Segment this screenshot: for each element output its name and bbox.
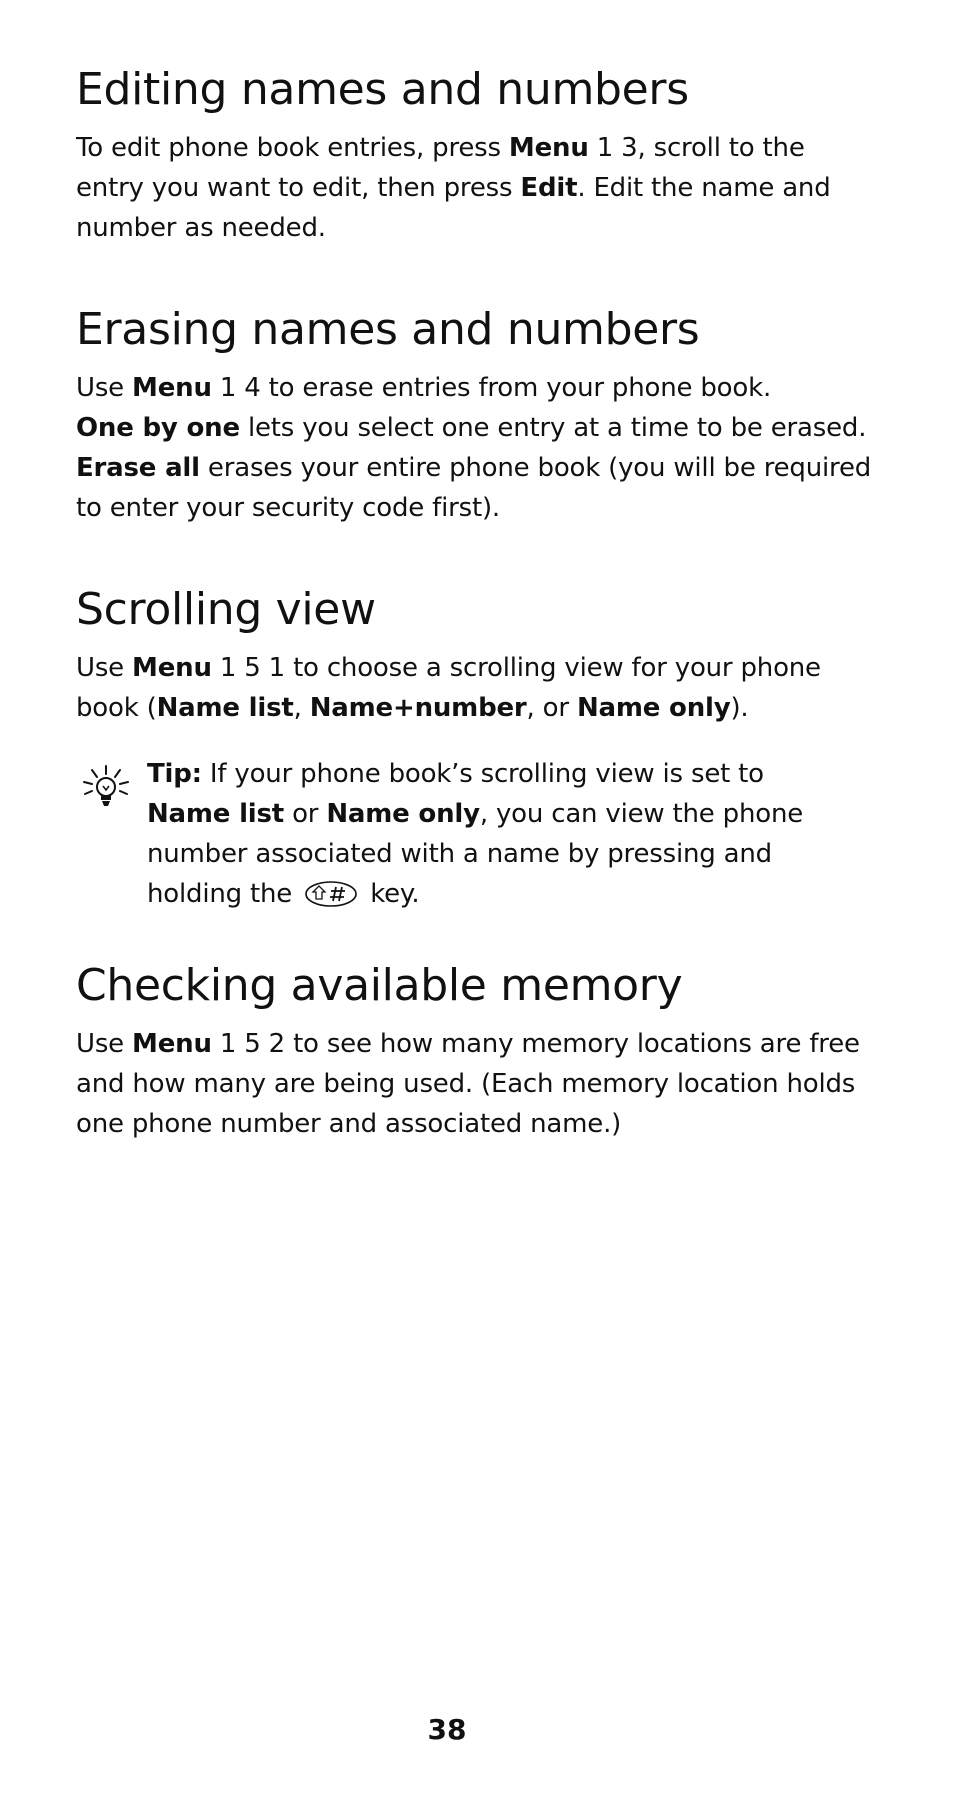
- bold-term: Name only: [326, 799, 480, 829]
- text-run: . Edit the name and: [577, 173, 831, 203]
- text-run: number associated with a name by pressing and: [147, 839, 772, 869]
- section-editing: [76, 64, 836, 248]
- text-run: , you can view the phone: [479, 799, 804, 829]
- bold-term: Menu: [132, 1029, 212, 1059]
- text-run: number as needed.: [76, 213, 326, 243]
- text-line: [147, 874, 803, 914]
- bold-term: Name list: [156, 693, 294, 723]
- bold-term: Name+number: [309, 693, 527, 723]
- section-heading: Scrolling view: [76, 584, 376, 635]
- text-line: [76, 368, 836, 408]
- text-run: Use: [76, 1029, 133, 1059]
- section-paragraph: [76, 648, 836, 728]
- text-line: [76, 1024, 860, 1064]
- section-erasing: [76, 304, 872, 528]
- text-line: [76, 1064, 856, 1104]
- text-line: [76, 648, 836, 688]
- text-line: [76, 448, 872, 488]
- text-run: 1 5 2 to see how many memory locations are free: [211, 1029, 860, 1059]
- bold-term: One by one: [76, 413, 240, 443]
- text-run: book (: [76, 693, 157, 723]
- text-line: [76, 408, 867, 448]
- text-run: , or: [526, 693, 577, 723]
- text-run: entry you want to edit, then press: [76, 173, 521, 203]
- text-line: [147, 834, 803, 874]
- text-run: 1 3, scroll to the: [588, 133, 805, 163]
- bold-term: Tip:: [147, 759, 202, 789]
- section-heading: Editing names and numbers: [76, 64, 689, 115]
- text-line: [76, 128, 836, 168]
- text-run: lets you select one entry at a time to be erased.: [239, 413, 867, 443]
- text-line: [76, 488, 836, 528]
- bold-term: Name list: [147, 799, 285, 829]
- text-run: to enter your security code first).: [76, 493, 500, 523]
- text-line: [76, 168, 836, 208]
- bold-term: Menu: [132, 653, 212, 683]
- bold-term: Menu: [508, 133, 589, 163]
- bold-term: Name only: [576, 693, 731, 723]
- section-heading: Erasing names and numbers: [76, 304, 700, 355]
- text-run: holding the: [147, 879, 301, 909]
- text-run: To edit phone book entries, press: [76, 133, 509, 163]
- section-paragraph: [76, 368, 872, 528]
- text-run: erases your entire phone book (you will be required: [199, 453, 872, 483]
- hash-key-icon: [304, 880, 358, 908]
- text-run: Use: [76, 653, 133, 683]
- text-run: key.: [362, 879, 420, 909]
- page-number: 38: [427, 1713, 467, 1746]
- text-run: and how many are being used. (Each memory location holds: [76, 1069, 856, 1099]
- lightbulb-icon: [82, 764, 130, 812]
- text-run: or: [284, 799, 327, 829]
- text-run: one phone number and associated name.): [76, 1109, 622, 1139]
- bold-term: Menu: [132, 373, 212, 403]
- section-paragraph: [76, 128, 836, 248]
- text-line: [147, 754, 803, 794]
- section-scrolling-view: [76, 584, 836, 728]
- section-heading: Checking available memory: [76, 960, 683, 1011]
- text-run: ,: [293, 693, 310, 723]
- text-run: Use: [76, 373, 133, 403]
- text-line: [76, 688, 836, 728]
- text-run: 1 5 1 to choose a scrolling view for your phone: [211, 653, 821, 683]
- text-run: 1 4 to erase entries from your phone book.: [211, 373, 772, 403]
- tip-text: [147, 754, 803, 914]
- bold-term: Erase all: [76, 453, 200, 483]
- bold-term: Edit: [520, 173, 578, 203]
- text-line: [147, 794, 803, 834]
- text-line: [76, 208, 836, 248]
- section-memory: [76, 960, 860, 1144]
- text-run: If your phone book’s scrolling view is set to: [201, 759, 764, 789]
- text-run: ).: [730, 693, 749, 723]
- text-line: [76, 1104, 836, 1144]
- section-paragraph: [76, 1024, 860, 1144]
